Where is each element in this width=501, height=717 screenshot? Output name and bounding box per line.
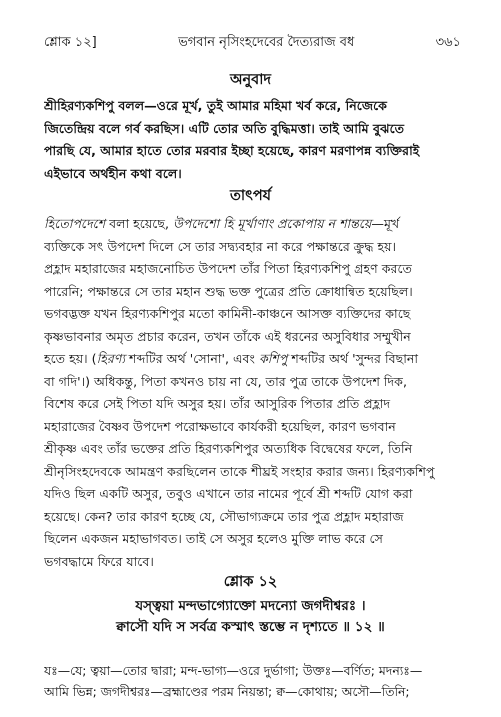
chapter-title: ভগবান নৃসিংহদেবের দৈত্যরাজ বধ: [178, 35, 355, 50]
purport-text-fragment: শব্দটির অর্থ 'সোনা', এবং: [125, 351, 259, 366]
verse-line: ক্বাসৌ যদি স সর্বত্র কস্মাৎ স্তম্ভে ন দৃশ্যতে ॥ ১২ ॥: [116, 619, 385, 635]
page-number: ৩৬১: [435, 35, 461, 50]
purport-line: ভগবদ্ভক্ত যখন হিরণ্যকশিপুর মতো কামিনী-কাঞ্চনে আসক্ত ব্যক্তিদের কাছে: [44, 306, 411, 321]
purport-text-fragment: শব্দটির অর্থ 'সুন্দর বিছানা: [287, 351, 419, 366]
translation-line: শ্রীহিরণ্যকশিপু বলল—ওরে মূর্খ, তুই আমার মহিমা খর্ব করে, নিজেকে: [44, 98, 387, 113]
purport-line: [44, 348, 456, 371]
purport-text: [44, 213, 456, 573]
sanskrit-term: কশিপু: [258, 351, 288, 366]
translation-text: [44, 95, 456, 185]
source-title: হিতোপদেশে: [44, 216, 106, 231]
purport-line: [44, 213, 456, 236]
purport-line: ছিলেন একজন মহাভাগবত। তাই সে অসুর হলেও মুক্তি লাভ করে সে: [44, 531, 383, 546]
purport-text-fragment: হতে হয়। (: [44, 351, 97, 366]
synonyms-line: যঃ—যে; ত্বয়া—তোর দ্বারা; মন্দ-ভাগ্য—ওরে দুর্ভাগা; উক্তঃ—বর্ণিত; মদন্যঃ—: [44, 663, 423, 678]
verse-heading: শ্লোক ১২: [223, 574, 278, 590]
sanskrit-quote: উপদেশো হি মূর্খাণাং প্রকোপায় ন শান্তয়ে: [172, 216, 372, 231]
verse-line: যস্ত্বয়া মন্দভাগ্যোক্তো মদন্যো জগদীশ্বরঃ ।: [135, 598, 366, 614]
running-header: [44, 35, 461, 51]
purport-line: শ্রীকৃষ্ণ এবং তাঁর ভক্তের প্রতি হিরণ্যকশিপুর অত্যধিক বিদ্বেষের ফলে, তিনি: [44, 441, 413, 456]
purport-line: শ্রীনৃসিংহদেবকে আমন্ত্রণ করছিলেন তাকে শীঘ্রই সংহার করার জন্য। হিরণ্যকশিপু: [44, 463, 435, 479]
purport-text-fragment: —মূর্খ: [371, 216, 400, 231]
purport-heading: তাৎপর্য: [229, 188, 272, 204]
sanskrit-verse: [0, 596, 501, 638]
translation-line: এইভাবে অর্থহীন কথা বলে।: [44, 165, 182, 181]
translation-line: পারছি যে, আমার হাতে তোর মরবার ইচ্ছা হয়েছে, কারণ মরণাপন্ন ব্যক্তিরাই: [44, 143, 420, 158]
synonyms-line: আমি ভিন্ন; জগদীশ্বরঃ—ব্রহ্মাণ্ডের পরম নিয়ন্তা; ক্ব—কোথায়; অসৌ—তিনি;: [44, 684, 410, 699]
purport-line: যদিও ছিল একটি অসুর, তবুও এখানে তার নামের পূর্বে শ্রী শব্দটি যোগ করা: [44, 486, 413, 501]
purport-line: ব্যক্তিকে সৎ উপদেশ দিলে সে তার সদ্ব্যবহার না করে পক্ষান্তরে ক্রুদ্ধ হয়।: [44, 238, 397, 254]
purport-line: বিশেষ করে সেই পিতা যদি অসুর হয়। তাঁর আসুরিক পিতার প্রতি প্রহ্লাদ: [44, 396, 391, 411]
sanskrit-term: হিরণ্য: [96, 351, 126, 366]
purport-line: হয়েছে। কেন? তার কারণ হচ্ছে যে, সৌভাগ্যক্রমে তার পুত্র প্রহ্লাদ মহারাজ: [44, 508, 404, 524]
verse-reference: শ্লোক ১২]: [44, 35, 97, 50]
purport-line: প্রহ্লাদ মহারাজের মহাজনোচিত উপদেশ তাঁর পিতা হিরণ্যকশিপু গ্রহণ করতে: [44, 261, 412, 276]
purport-line: ভগবদ্ধামে ফিরে যাবে।: [44, 553, 154, 569]
translation-heading: অনুবাদ: [229, 72, 272, 88]
purport-line: পারেনি; পক্ষান্তরে সে তার মহান শুদ্ধ ভক্ত পুত্রের প্রতি ক্রোধান্বিত হয়েছিল।: [44, 283, 413, 299]
translation-line: জিতেন্দ্রিয় বলে গর্ব করছিস। এটি তোর অতি বুদ্ধিমত্তা। তাই আমি বুঝতে: [44, 120, 405, 136]
purport-line: বা গদি'।) অধিকন্তু, পিতা কখনও চায় না যে, তার পুত্র তাকে উপদেশ দিক,: [44, 373, 407, 389]
purport-text-fragment: বলা হয়েছে,: [105, 216, 173, 231]
purport-line: মহারাজের বৈষ্ণব উপদেশ পরোক্ষভাবে কার্যকরী হয়েছিল, কারণ ভগবান: [44, 418, 396, 434]
word-synonyms: [44, 660, 456, 702]
purport-line: কৃষ্ণভাবনার অমৃত প্রচার করেন, তখন তাঁকে এই ধরনের অসুবিধার সম্মুখীন: [44, 328, 411, 344]
